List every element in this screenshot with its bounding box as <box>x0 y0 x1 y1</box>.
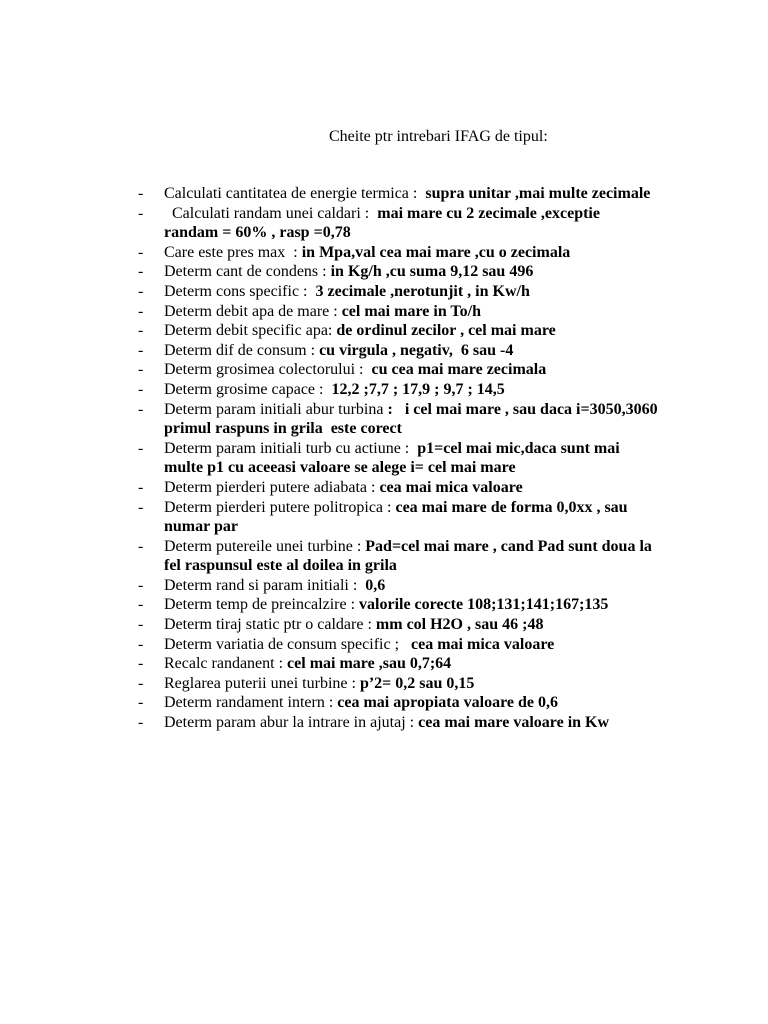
bullet-dash: - <box>138 282 144 300</box>
question-text: Determ debit apa de mare : <box>164 302 342 320</box>
answer-text: p1=cel mai mic,daca sunt mai multe p1 cu aceeasi valoare se alege i= cel mai mare <box>164 439 624 477</box>
question-text: Determ tiraj static ptr o caldare : <box>164 616 376 634</box>
answer-text: cea mai mare valoare in Kw <box>418 714 610 732</box>
question-text: Determ temp de preincalzire : <box>164 596 360 614</box>
list-item <box>138 302 658 322</box>
list-item <box>138 184 658 204</box>
list-item <box>138 713 658 733</box>
list-item <box>138 360 658 380</box>
question-text: Determ grosime capace : <box>164 380 332 398</box>
bullet-dash: - <box>138 439 144 457</box>
bullet-dash: - <box>138 380 144 398</box>
list-item <box>138 282 658 302</box>
bullet-dash: - <box>138 596 144 614</box>
bullet-dash: - <box>138 694 144 712</box>
bullet-dash: - <box>138 478 144 496</box>
list-item <box>138 576 658 596</box>
bullet-dash: - <box>138 616 144 634</box>
bullet-dash: - <box>138 302 144 320</box>
bullet-dash: - <box>138 714 144 732</box>
question-text: Determ param abur la intrare in ajutaj : <box>164 714 419 732</box>
question-text: Determ pierderi putere politropica : <box>164 498 396 516</box>
list-item <box>138 321 658 341</box>
answer-text: mai mare cu 2 zecimale ,exceptie randam = 60% , rasp =0,78 <box>164 204 604 242</box>
list-item <box>138 262 658 282</box>
question-text: Determ randament intern : <box>164 694 338 712</box>
answer-text: de ordinul zecilor , cel mai mare <box>336 322 556 340</box>
list-item <box>138 595 658 615</box>
answer-text: cel mai mare ,sau 0,7;64 <box>287 655 452 673</box>
answer-text: cea mai mare de forma 0,0xx , sau numar par <box>164 498 632 536</box>
answer-text: cea mai mica valoare <box>379 478 523 496</box>
question-text: Determ cant de condens : <box>164 263 331 281</box>
bullet-dash: - <box>138 576 144 594</box>
list-item <box>138 635 658 655</box>
list-item <box>138 615 658 635</box>
bullet-dash: - <box>138 400 144 418</box>
answer-text: Pad=cel mai mare , cand Pad sunt doua la fel raspunsul este al doilea in grila <box>164 537 656 575</box>
bullet-dash: - <box>138 263 144 281</box>
question-text: Recalc randanent : <box>164 655 288 673</box>
question-text: Determ putereile unei turbine : <box>164 537 366 555</box>
answer-text: 3 zecimale ,nerotunjit , in Kw/h <box>315 282 530 300</box>
bullet-dash: - <box>138 341 144 359</box>
answer-text: p’2= 0,2 sau 0,15 <box>359 674 475 692</box>
list-item <box>138 674 658 694</box>
list-item <box>138 204 658 243</box>
bullet-dash: - <box>138 498 144 516</box>
answer-text: supra unitar ,mai multe zecimale <box>425 185 651 202</box>
answer-text: cea mai mica valoare <box>411 635 555 653</box>
question-text: Reglarea puterii unei turbine : <box>164 674 360 692</box>
bullet-dash: - <box>138 361 144 379</box>
question-text: Determ grosimea colectorului : <box>164 361 372 379</box>
list-item <box>138 654 658 674</box>
question-text: Care este pres max : <box>164 243 302 261</box>
list-item <box>138 537 658 576</box>
list-item <box>138 400 662 439</box>
list-item <box>138 243 658 263</box>
list-item <box>138 439 658 478</box>
answer-text: : i cel mai mare , sau daca i=3050,3060 primul raspuns in grila este corect <box>164 400 662 438</box>
list-item <box>138 478 658 498</box>
answer-text: valorile corecte 108;131;141;167;135 <box>359 596 609 614</box>
answer-text: 12,2 ;7,7 ; 17,9 ; 9,7 ; 14,5 <box>331 380 505 398</box>
answer-text: cu cea mai mare zecimala <box>371 361 547 379</box>
question-text: Determ param initiali abur turbina <box>164 400 388 418</box>
list-item <box>138 693 658 713</box>
answer-text: cel mai mare in To/h <box>341 302 481 320</box>
question-text: Determ dif de consum : <box>164 341 320 359</box>
answer-text: in Mpa,val cea mai mare ,cu o zecimala <box>301 243 571 261</box>
question-text: Calculati cantitatea de energie termica : <box>164 185 426 202</box>
bullet-dash: - <box>138 674 144 692</box>
bullet-dash: - <box>138 322 144 340</box>
question-text: Determ variatia de consum specific ; <box>164 635 412 653</box>
answer-text: mm col H2O , sau 46 ;48 <box>375 616 544 634</box>
question-text: Determ cons specific : <box>164 282 316 300</box>
question-text: Determ debit specific apa: <box>164 322 337 340</box>
bullet-dash: - <box>138 204 144 222</box>
answer-text: 0,6 <box>365 576 386 594</box>
answer-text: cea mai apropiata valoare de 0,6 <box>337 694 558 712</box>
answer-text: cu virgula , negativ, 6 sau -4 <box>319 341 514 359</box>
bullet-dash: - <box>138 635 144 653</box>
bullet-dash: - <box>138 655 144 673</box>
list-item <box>138 380 658 400</box>
list-item <box>138 498 658 537</box>
question-text: Determ rand si param initiali : <box>164 576 366 594</box>
answer-text: in Kg/h ,cu suma 9,12 sau 496 <box>330 263 534 281</box>
question-text: Determ param initiali turb cu actiune : <box>164 439 418 457</box>
bullet-dash: - <box>138 185 144 202</box>
answer-key-list <box>138 184 662 733</box>
question-text: Calculati randam unei caldari : <box>164 204 378 222</box>
bullet-dash: - <box>138 537 144 555</box>
page-title: Cheite ptr intrebari IFAG de tipul: <box>329 128 548 145</box>
question-text: Determ pierderi putere adiabata : <box>164 478 380 496</box>
list-item <box>138 341 658 361</box>
bullet-dash: - <box>138 243 144 261</box>
